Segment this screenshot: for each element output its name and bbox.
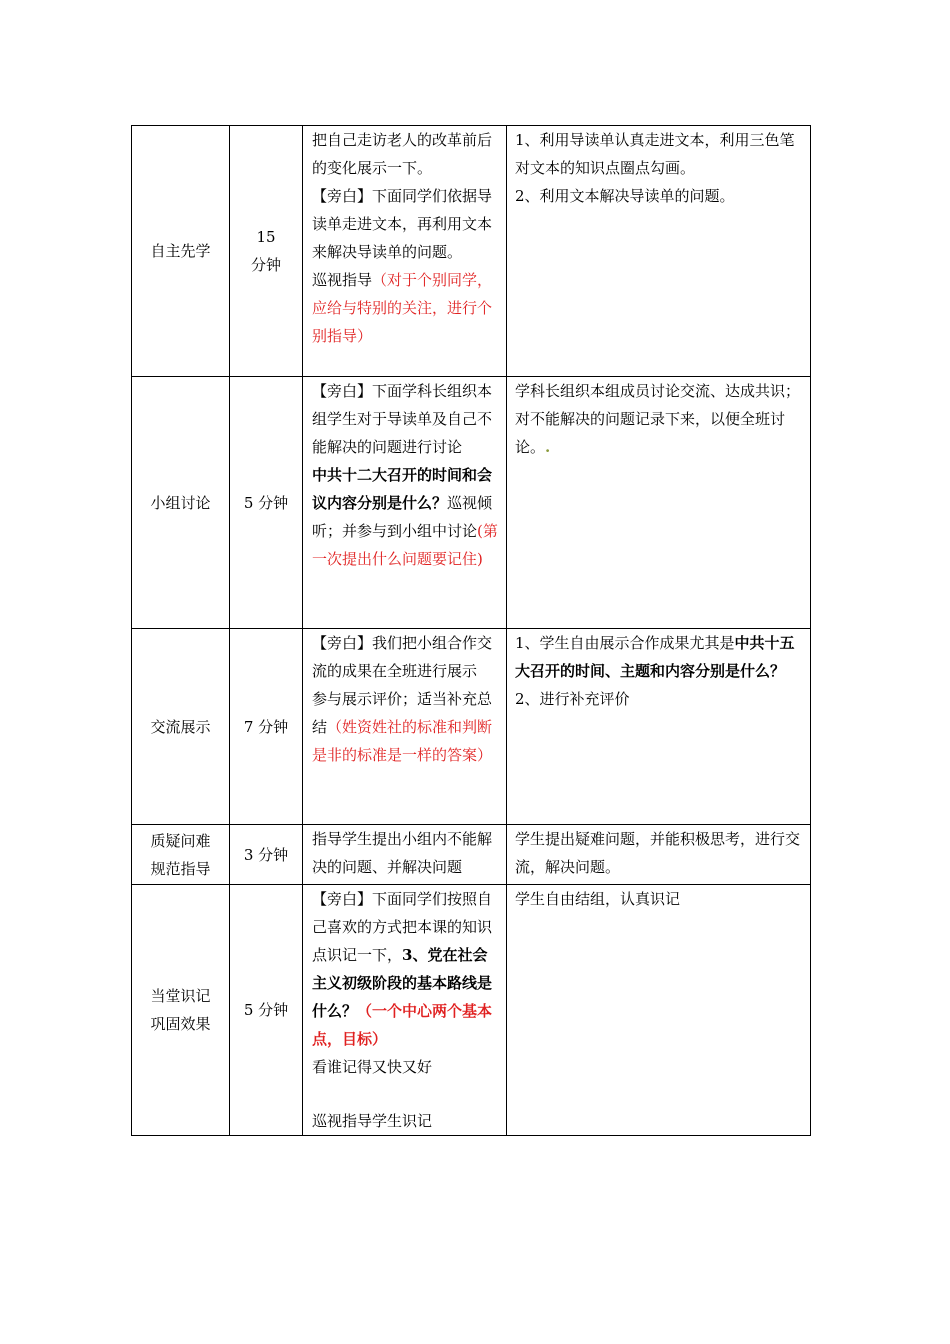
teacher-text: 巡视指导学生识记	[312, 1112, 433, 1130]
teacher-text: 看谁记得又快又好	[312, 1058, 433, 1076]
duration-cell	[230, 825, 303, 885]
duration-cell	[230, 629, 303, 825]
student-activity-cell	[507, 825, 811, 885]
teacher-text: 【旁白】我们把小组合作交流的成果在全班进行展示	[312, 634, 493, 680]
table-row	[132, 126, 811, 377]
teacher-activity-cell	[303, 126, 507, 377]
student-text-bold: 中共十五大召开的时间、主题和内容分别是什么？	[515, 634, 795, 680]
stage-label: 小组讨论	[150, 493, 211, 512]
teacher-activity-cell	[303, 377, 507, 629]
teacher-text-bold: 中共十二大召开的时间和会议内容分别是什么？	[312, 466, 493, 512]
stage-label: 当堂识记	[150, 987, 211, 1005]
student-text	[515, 377, 806, 461]
student-text-plain: 学科长组织本组成员讨论交流、达成共识；对不能解决的问题记录下来，以便全班讨论。	[515, 382, 801, 456]
duration-label: 5 分钟	[243, 1001, 289, 1019]
teacher-text: 指导学生提出小组内不能解决的问题、并解决问题	[312, 830, 493, 876]
student-activity-cell	[507, 377, 811, 629]
blank-line	[312, 1081, 498, 1107]
student-text: 2、利用文本解决导读单的问题。	[515, 187, 735, 205]
stage-label: 巩固效果	[150, 1015, 211, 1033]
teacher-text	[312, 461, 498, 573]
teacher-text-red: （一个中心两个基本点，目标）	[312, 1002, 493, 1048]
stage-cell	[132, 377, 230, 629]
teacher-text	[312, 685, 498, 769]
duration-label: 7 分钟	[243, 717, 289, 736]
teacher-activity-cell	[303, 885, 507, 1136]
teacher-text-red: (第一次提出什么问题要记住)	[312, 522, 498, 568]
table-row	[132, 377, 811, 629]
table-row	[132, 629, 811, 825]
student-text: 1、利用导读单认真走进文本，利用三色笔对文本的知识点圈点勾画。	[515, 131, 795, 177]
teacher-text	[312, 266, 498, 350]
stage-label: 交流展示	[150, 717, 211, 736]
duration-label: 5 分钟	[243, 493, 289, 512]
teacher-text: 【旁白】下面同学们依据导读单走进文本，再利用文本来解决导读单的问题。	[312, 187, 493, 261]
duration-cell	[230, 885, 303, 1136]
teacher-text-red: （姓资姓社的标准和判断是非的标准是一样的答案）	[312, 718, 493, 764]
teacher-text: 把自己走访老人的改革前后的变化展示一下。	[312, 131, 493, 177]
stage-cell	[132, 126, 230, 377]
teacher-text	[312, 885, 498, 1053]
student-activity-cell	[507, 126, 811, 377]
lesson-plan-table	[131, 125, 811, 1136]
duration-label: 3 分钟	[243, 845, 289, 864]
stage-label: 规范指导	[150, 859, 211, 878]
student-text-plain: 1、学生自由展示合作成果尤其是	[515, 634, 735, 652]
teacher-text-bold: 3、党在社会主义初级阶段的基本路线是什么？	[312, 946, 493, 1020]
student-text-mark: .	[545, 438, 551, 456]
duration-unit: 分钟	[250, 256, 281, 274]
stage-cell	[132, 629, 230, 825]
duration-cell	[230, 377, 303, 629]
student-text: 学生自由结组，认真识记	[515, 890, 681, 908]
duration-cell	[230, 126, 303, 377]
stage-label: 质疑问难	[150, 831, 211, 850]
teacher-text: 【旁白】下面学科长组织本组学生对于导读单及自己不能解决的问题进行讨论	[312, 382, 493, 456]
teacher-text-plain: 参与展示评价；适当补充总结	[312, 690, 493, 736]
student-text: 学生提出疑难问题，并能积极思考，进行交流，解决问题。	[515, 830, 801, 876]
student-text	[515, 629, 806, 685]
teacher-text-plain: 【旁白】下面同学们按照自己喜欢的方式把本课的知识点识记一下，	[312, 890, 493, 964]
duration-number: 15	[256, 228, 276, 246]
teacher-text-red: （对于个别同学，应给与特别的关注，进行个别指导）	[312, 271, 493, 345]
teacher-text-plain: 巡视倾听；并参与到小组中讨论	[312, 494, 493, 540]
student-text: 2、进行补充评价	[515, 690, 630, 708]
teacher-activity-cell	[303, 825, 507, 885]
table-row	[132, 885, 811, 1136]
stage-cell	[132, 825, 230, 885]
teacher-text-plain: 巡视指导	[312, 271, 373, 289]
student-activity-cell	[507, 629, 811, 825]
student-activity-cell	[507, 885, 811, 1136]
stage-cell	[132, 885, 230, 1136]
teacher-activity-cell	[303, 629, 507, 825]
table-row	[132, 825, 811, 885]
stage-label: 自主先学	[150, 242, 211, 260]
